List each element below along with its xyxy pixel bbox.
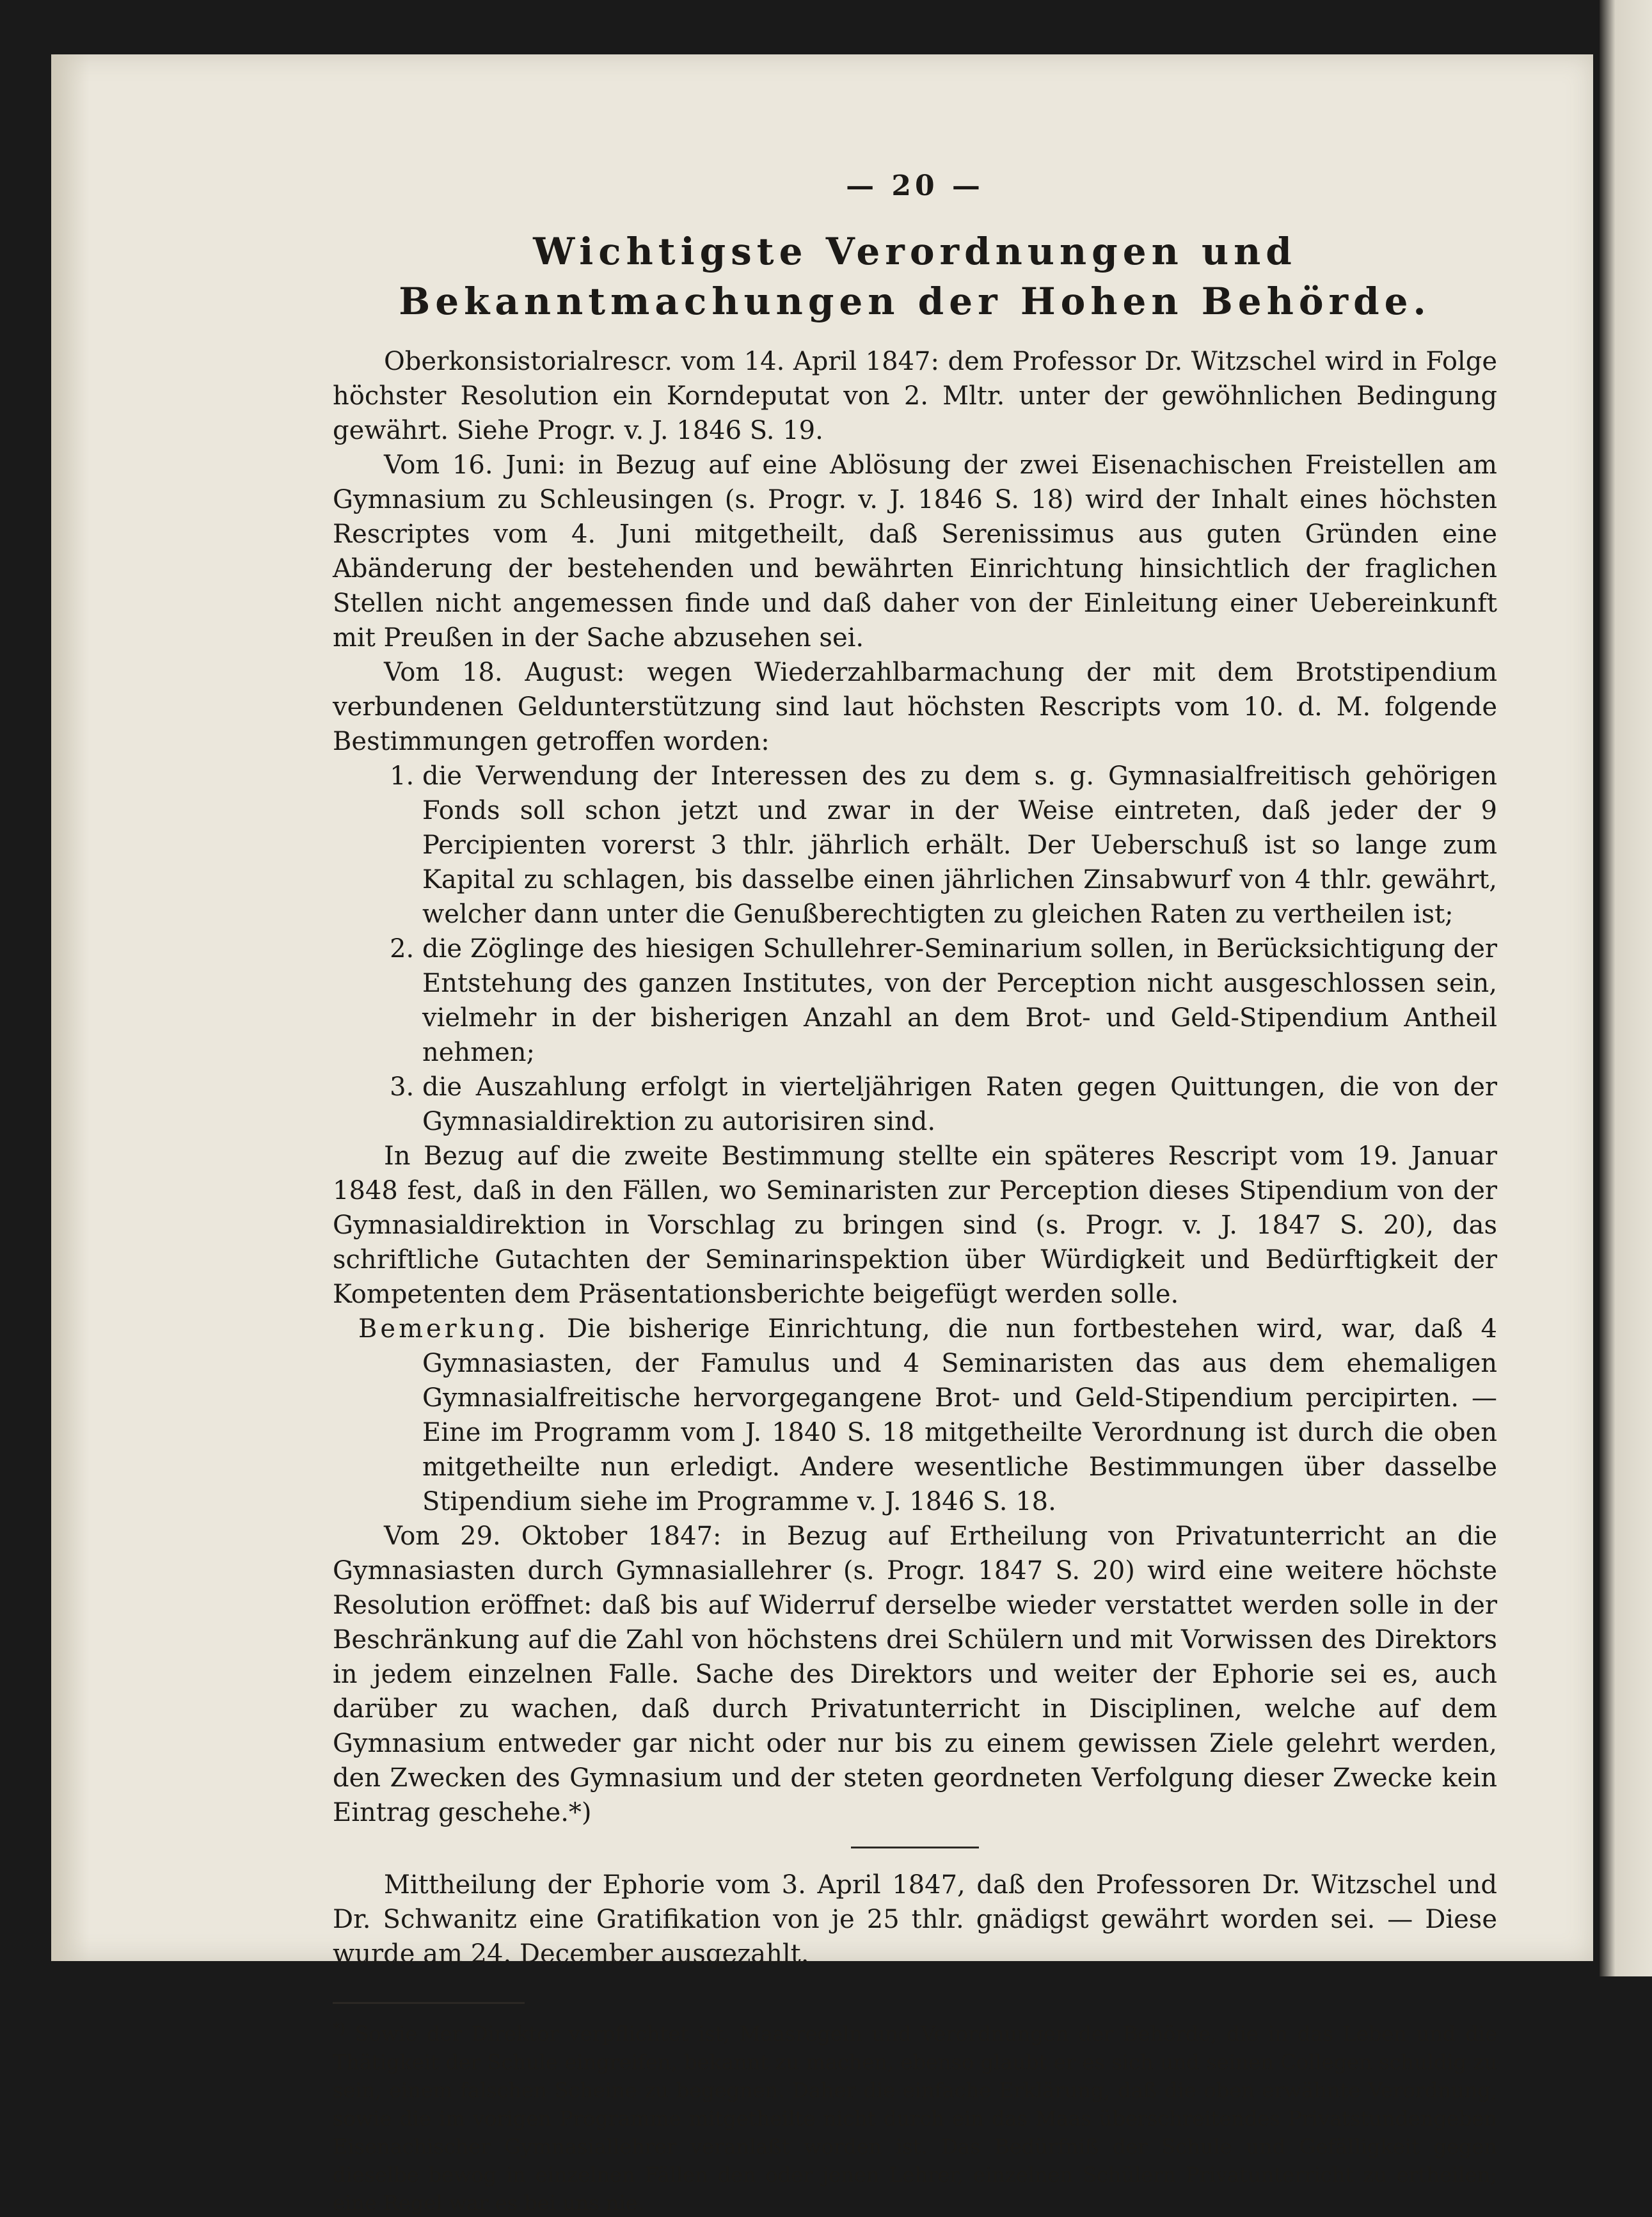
paragraph-3: Vom 18. August: wegen Wiederzahlbarmachung der mit dem Brotstipendium verbundenen Geldunterstützung sind laut höchsten Rescripts vom 10. d. M. folgende Bestimmungen getroffen worden: <box>333 658 1497 756</box>
adjacent-page-edge <box>1600 0 1652 1976</box>
footnote <box>333 2015 1497 2217</box>
paragraph-6: Mittheilung der Ephorie vom 3. April 1847, daß den Professoren Dr. Witzschel und Dr. Schwanitz eine Gratifikation von je 25 thlr. gnädigst gewährt worden sei. — Diese wurde am 24. December ausgezahlt. <box>333 1870 1497 1969</box>
paragraph-5: Vom 29. Oktober 1847: in Bezug auf Ertheilung von Privatunterricht an die Gymnasiasten durch Gymnasiallehrer (s. Progr. 1847 S. 20) wird eine weitere höchste Resolution eröffnet: daß bis auf Widerruf derselbe wieder verstattet werden solle in der Beschränkung auf die Zahl von höchstens drei Schülern und mit Vorwissen des Direktors in jedem einzelnen Falle. Sache des Direktors und weiter der Ephorie sei es, auch darüber zu wachen, daß durch Privatunterricht in Disciplinen, welche auf dem Gymnasium entweder gar nicht oder nur bis zu einem gewissen Ziele gelehrt werden, den Zwecken des Gymnasium und der steten geordneten Verfolgung dieser Zwecke kein Eintrag geschehe.*) <box>333 1522 1497 1827</box>
page-number: — 20 — <box>846 170 984 202</box>
regulation-list <box>333 759 1497 1139</box>
paragraph-1: Oberkonsistorialrescr. vom 14. April 1847: dem Professor Dr. Witzschel wird in Folge höchster Resolution ein Korndeputat von 2. Mltr. unter der gewöhnlichen Bedingung gewährt. Siehe Progr. v. J. 1846 S. 19. <box>333 347 1497 445</box>
section-title: Wichtigste Verordnungen und Bekanntmachungen der Hohen Behörde. <box>399 230 1431 323</box>
remark-text: Die bisherige Einrichtung, die nun fortbestehen wird, war, daß 4 Gymnasiasten, der Famulus und 4 Seminaristen das aus dem ehemaligen Gymnasialfreitische hervorgegangene Brot- und Geld-Stipendium percipirten. — Eine im Programm vom J. 1840 S. 18 mitgetheilte Verordnung ist durch die oben mitgetheilte nun erledigt. Andere wesentliche Bestimmungen über dasselbe Stipendium siehe im Programme v. J. 1846 S. 18. <box>422 1314 1498 1516</box>
list-item: 3. die Auszahlung erfolgt in vierteljährigen Raten gegen Quittungen, die von der Gymnasialdirektion zu autorisiren sind. <box>422 1070 1497 1139</box>
footnote-mark: *) <box>333 2021 345 2037</box>
list-item: 1. die Verwendung der Interessen des zu dem s. g. Gymnasialfreitisch gehörigen Fonds soll schon jetzt und zwar in der Weise eintreten, daß jeder der 9 Percipienten vorerst 3 thlr. jährlich erhält. Der Ueberschuß ist so lange zum Kapital zu schlagen, bis dasselbe einen jährlichen Zinsabwurf von 4 thlr. gewährt, welcher dann unter die Genußberechtigten zu gleichen Raten zu vertheilen ist; <box>422 759 1497 932</box>
section-divider <box>851 1847 979 1848</box>
remark <box>333 1312 1497 1519</box>
footnote-text: Sowie der Direktor verpflichtet ist, Maasregeln und Verordnungen der Behörde, die in das Leben und die Thätigkeit der Schule eingreifen, bekannt zu machen, ebenso glaubt er es sich und seinen Collegen schuldig zu sein, einem falschen Scheine zu begegnen. Daher die einfache Erklärung, daß die oben erwähnte Verordnung, sowie die im vorigen Programme mitgetheilte nicht durch ein das Maas überschreitendes Privatstundengeben Eisenachischer Gymnasiallehrer veranlaßt worden ist. Das Bedürfniß der Schule und Gefälligkeit gegen dieselbe bewog in einzelnen Fällen den oder jenen Lehrer, einzelnen Schülern Privatunterricht zu ertheilen; eine Regel war es bei uns nie. <box>333 2021 1498 2215</box>
remark-label: Bemerkung. <box>358 1314 549 1344</box>
footnote-divider <box>333 2002 525 2004</box>
paragraph-2: Vom 16. Juni: in Bezug auf eine Ablösung der zwei Eisenachischen Freistellen am Gymnasium zu Schleusingen (s. Progr. v. J. 1846 S. 18) wird der Inhalt eines höchsten Rescriptes vom 4. Juni mitgetheilt, daß Serenissimus aus guten Gründen eine Abänderung der bestehenden und bewährten Einrichtung hinsichtlich der fraglichen Stellen nicht angemessen finde und daß daher von der Einleitung einer Uebereinkunft mit Preußen in der Sache abzusehen sei. <box>333 450 1497 653</box>
page-content <box>333 170 1497 2217</box>
document-page <box>51 54 1593 2215</box>
list-item: 2. die Zöglinge des hiesigen Schullehrer-Seminarium sollen, in Berücksichtigung der Entstehung des ganzen Institutes, von der Perception nicht ausgeschlossen sein, vielmehr in der bisherigen Anzahl an dem Brot- und Geld-Stipendium Antheil nehmen; <box>422 932 1497 1070</box>
paragraph-4: In Bezug auf die zweite Bestimmung stellte ein späteres Rescript vom 19. Januar 1848 fest, daß in den Fällen, wo Seminaristen zur Perception dieses Stipendium von der Gymnasialdirektion in Vorschlag zu bringen sind (s. Progr. v. J. 1847 S. 20), das schriftliche Gutachten der Seminarinspektion über Würdigkeit und Bedürftigkeit der Kompetenten dem Präsentationsberichte beigefügt werden solle. <box>333 1141 1497 1309</box>
